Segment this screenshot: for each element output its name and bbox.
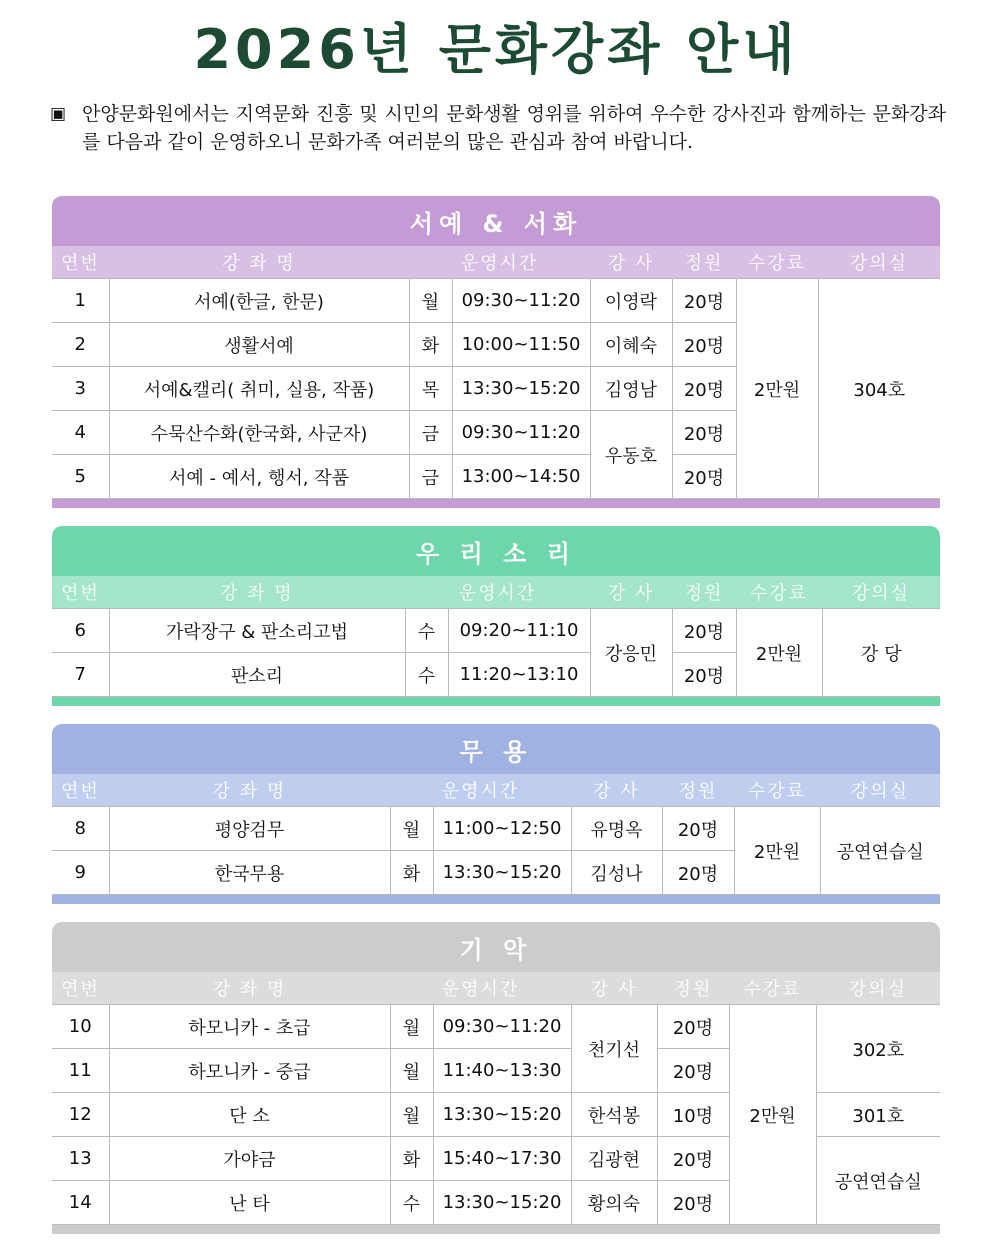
row-no: 12 (52, 1093, 109, 1137)
table-row (52, 1005, 940, 1049)
header-row (52, 972, 940, 1005)
row-no: 13 (52, 1137, 109, 1181)
row-no: 10 (52, 1005, 109, 1049)
course-time: 11:00~12:50 (433, 807, 571, 851)
teacher: 이영락 (590, 279, 672, 323)
row-no: 9 (52, 851, 109, 895)
course-table (52, 774, 940, 895)
course-name: 가야금 (109, 1137, 390, 1181)
intro-text: 안양문화원에서는 지역문화 진흥 및 시민의 문화생활 영위를 위하여 우수한 강사진과 함께하는 문화강좌를 다음과 같이 운영하오니 문화가족 여러분의 많은 관심과 참여 바랍니다. (82, 103, 946, 153)
course-name: 생활서예 (109, 323, 409, 367)
course-time: 10:00~11:50 (452, 323, 590, 367)
header-row (52, 774, 940, 807)
teacher: 한석봉 (571, 1093, 657, 1137)
section-title: 무 용 (52, 724, 940, 774)
course-time: 13:30~15:20 (452, 367, 590, 411)
section-dance (52, 724, 940, 904)
capacity: 20명 (672, 279, 736, 323)
row-no: 3 (52, 367, 109, 411)
teacher: 유명옥 (571, 807, 662, 851)
col-name: 강 좌 명 (220, 583, 294, 604)
room: 304호 (818, 279, 940, 499)
row-no: 8 (52, 807, 109, 851)
teacher: 김성나 (571, 851, 662, 895)
header-row (52, 576, 940, 609)
capacity: 20명 (672, 411, 736, 455)
capacity: 20명 (672, 367, 736, 411)
room: 강 당 (822, 609, 940, 697)
course-table (52, 246, 940, 499)
table-row (52, 609, 940, 653)
bullet-icon: ▣ (50, 104, 67, 124)
col-time: 운영시간 (441, 979, 520, 1000)
section-title: 우 리 소 리 (52, 526, 940, 576)
course-name: 서예&캘리( 취미, 실용, 작품) (109, 367, 409, 411)
course-day: 화 (390, 851, 433, 895)
col-name: 강 좌 명 (222, 253, 296, 274)
course-time: 13:30~15:20 (433, 1093, 571, 1137)
room: 301호 (816, 1093, 940, 1137)
table-row (52, 807, 940, 851)
course-time: 11:20~13:10 (448, 653, 590, 697)
course-day: 화 (390, 1137, 433, 1181)
course-time: 09:30~11:20 (452, 411, 590, 455)
course-time: 09:30~11:20 (452, 279, 590, 323)
teacher: 황의숙 (571, 1181, 657, 1225)
course-time: 09:20~11:10 (448, 609, 590, 653)
section-instruments (52, 922, 940, 1234)
fee: 2만원 (729, 1005, 816, 1225)
capacity: 20명 (672, 323, 736, 367)
course-day: 금 (409, 411, 452, 455)
course-time: 13:00~14:50 (452, 455, 590, 499)
col-capacity: 정원 (678, 781, 718, 802)
col-fee: 수강료 (747, 781, 807, 802)
capacity: 20명 (672, 609, 736, 653)
course-day: 수 (405, 609, 448, 653)
col-no: 연번 (61, 781, 100, 802)
row-no: 2 (52, 323, 109, 367)
row-no: 6 (52, 609, 109, 653)
col-no: 연번 (61, 583, 100, 604)
course-name: 가락장구 & 판소리고법 (109, 609, 405, 653)
page-title: 2026년 문화강좌 안내 (193, 18, 799, 81)
capacity: 10명 (657, 1093, 729, 1137)
col-teacher: 강 사 (607, 253, 655, 274)
course-name: 한국무용 (109, 851, 390, 895)
course-time: 15:40~17:30 (433, 1137, 571, 1181)
section-divider (52, 895, 940, 904)
col-time: 운영시간 (441, 781, 520, 802)
room: 공연연습실 (820, 807, 940, 895)
capacity: 20명 (657, 1049, 729, 1093)
col-fee: 수강료 (743, 979, 802, 1000)
capacity: 20명 (657, 1137, 729, 1181)
capacity: 20명 (672, 653, 736, 697)
course-name: 서예 - 예서, 행서, 작품 (109, 455, 409, 499)
section-divider (52, 1225, 940, 1234)
capacity: 20명 (672, 455, 736, 499)
col-name: 강 좌 명 (212, 979, 287, 1000)
row-no: 5 (52, 455, 109, 499)
section-traditional-music (52, 526, 940, 706)
col-room: 강의실 (848, 979, 908, 1000)
course-time: 09:30~11:20 (433, 1005, 571, 1049)
section-title: 기 악 (52, 922, 940, 972)
row-no: 11 (52, 1049, 109, 1093)
col-room: 강의실 (850, 781, 910, 802)
teacher: 이혜숙 (590, 323, 672, 367)
course-name: 단 소 (109, 1093, 390, 1137)
col-teacher: 강 사 (607, 583, 655, 604)
col-capacity: 정원 (684, 583, 724, 604)
section-title: 서예 & 서화 (52, 196, 940, 246)
col-capacity: 정원 (684, 253, 724, 274)
course-day: 수 (390, 1181, 433, 1225)
course-name: 판소리 (109, 653, 405, 697)
teacher: 강응민 (590, 609, 672, 697)
col-room: 강의실 (851, 583, 911, 604)
teacher: 천기선 (571, 1005, 657, 1093)
col-room: 강의실 (849, 253, 909, 274)
course-name: 서예(한글, 한문) (109, 279, 409, 323)
section-calligraphy (52, 196, 940, 508)
course-name: 수묵산수화(한국화, 사군자) (109, 411, 409, 455)
teacher: 우동호 (590, 411, 672, 499)
teacher: 김광현 (571, 1137, 657, 1181)
course-name: 난 타 (109, 1181, 390, 1225)
course-time: 11:40~13:30 (433, 1049, 571, 1093)
fee: 2만원 (736, 609, 822, 697)
course-time: 13:30~15:20 (433, 851, 571, 895)
table-row (52, 279, 940, 323)
section-divider (52, 499, 940, 508)
capacity: 20명 (657, 1005, 729, 1049)
course-name: 하모니카 - 중급 (109, 1049, 390, 1093)
room: 공연연습실 (816, 1137, 940, 1225)
col-name: 강 좌 명 (212, 781, 287, 802)
course-table (52, 972, 940, 1225)
course-day: 월 (390, 1093, 433, 1137)
course-time: 13:30~15:20 (433, 1181, 571, 1225)
col-fee: 수강료 (749, 583, 809, 604)
col-capacity: 정원 (673, 979, 713, 1000)
col-fee: 수강료 (747, 253, 807, 274)
col-time: 운영시간 (458, 583, 537, 604)
course-table (52, 576, 940, 697)
intro-paragraph (50, 100, 946, 156)
fee: 2만원 (736, 279, 818, 499)
course-day: 월 (390, 807, 433, 851)
course-day: 월 (390, 1005, 433, 1049)
course-day: 화 (409, 323, 452, 367)
course-name: 평양검무 (109, 807, 390, 851)
fee: 2만원 (734, 807, 820, 895)
course-day: 월 (409, 279, 452, 323)
section-divider (52, 697, 940, 706)
col-teacher: 강 사 (590, 979, 638, 1000)
row-no: 1 (52, 279, 109, 323)
course-day: 목 (409, 367, 452, 411)
course-day: 수 (405, 653, 448, 697)
course-day: 월 (390, 1049, 433, 1093)
row-no: 4 (52, 411, 109, 455)
capacity: 20명 (662, 851, 734, 895)
capacity: 20명 (657, 1181, 729, 1225)
col-no: 연번 (61, 253, 100, 274)
row-no: 7 (52, 653, 109, 697)
row-no: 14 (52, 1181, 109, 1225)
course-name: 하모니카 - 초급 (109, 1005, 390, 1049)
course-day: 금 (409, 455, 452, 499)
capacity: 20명 (662, 807, 734, 851)
room: 302호 (816, 1005, 940, 1093)
col-no: 연번 (61, 979, 100, 1000)
col-time: 운영시간 (460, 253, 539, 274)
col-teacher: 강 사 (593, 781, 640, 802)
header-row (52, 246, 940, 279)
teacher: 김영남 (590, 367, 672, 411)
